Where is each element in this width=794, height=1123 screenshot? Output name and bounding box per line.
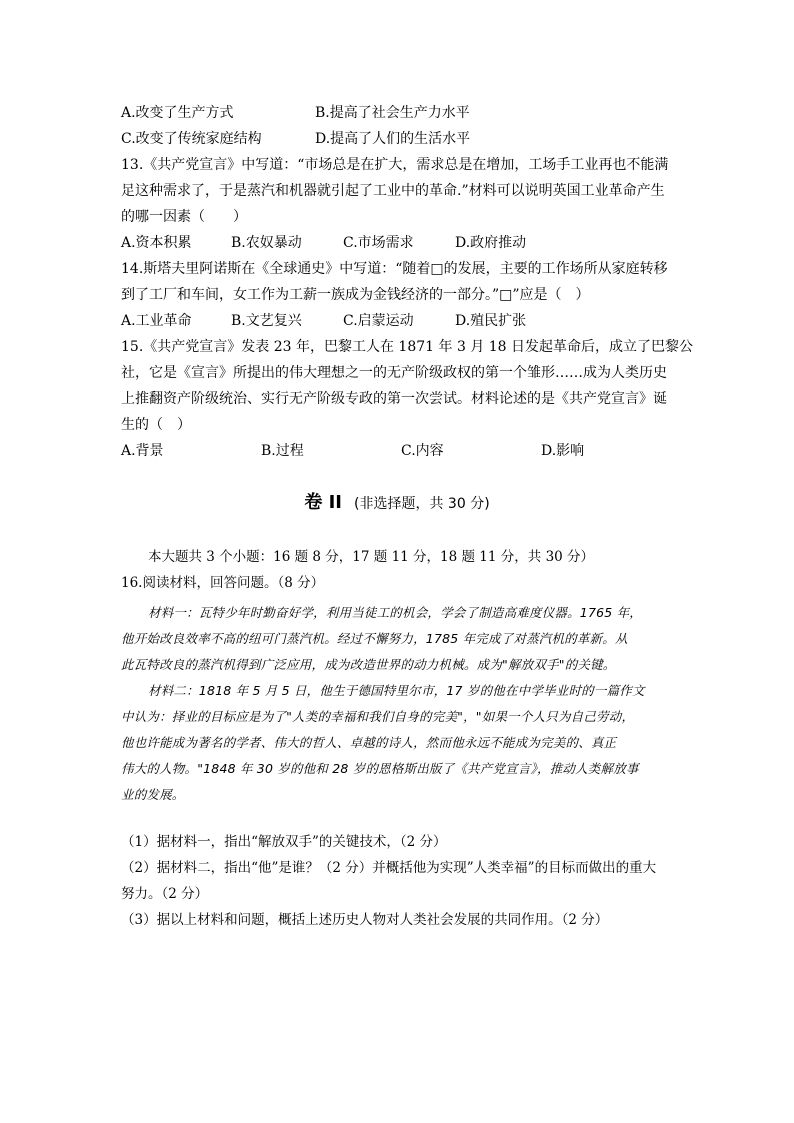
q15-option-a: A.背景 xyxy=(121,443,164,459)
q12-option-b: B.提高了社会生产力水平 xyxy=(315,105,470,121)
q16-material2-line4: 伟大的人物。"1848 年 30 岁的他和 28 岁的恩格斯出版了《共产党宣言》，推动人类解放事 xyxy=(121,761,639,776)
section-title xyxy=(0,488,794,514)
q12-options-row1 xyxy=(121,103,470,123)
q15-option-c: C.内容 xyxy=(401,443,444,459)
q15-line4: 生的（ ） xyxy=(121,417,191,433)
q13-options xyxy=(121,233,526,253)
q16-material2-line3: 他也许能成为著名的学者、伟大的哲人、卓越的诗人，然而他永远不能成为完美的、真正 xyxy=(121,735,617,750)
q16-material1-line2: 他开始改良效率不高的纽可门蒸汽机。经过不懈努力，1785 年完成了对蒸汽机的革新。从 xyxy=(121,631,628,646)
q12-options-row2 xyxy=(121,129,470,149)
q12-option-a: A.改变了生产方式 xyxy=(121,105,234,121)
q12-option-c: C.改变了传统家庭结构 xyxy=(121,131,262,147)
q16-material1-line1: 材料一：瓦特少年时勤奋好学，利用当徒工的机会，学会了制造高难度仪器。1765 年， xyxy=(148,605,642,620)
q15-options xyxy=(121,441,584,461)
q14-options xyxy=(121,311,526,331)
q16-question1: （1）据材料一，指出“解放双手”的关键技术，（2 分） xyxy=(121,834,447,850)
q16-material2-line1: 材料二：1818 年 5 月 5 日，他生于德国特里尔市，17 岁的他在中学毕业时的一篇作文 xyxy=(148,683,645,698)
q13-option-a: A.资本积累 xyxy=(121,235,192,251)
q13-line1: 13.《共产党宣言》中写道：“市场总是在扩大，需求总是在增加，工场手工业再也不能满 xyxy=(121,157,669,173)
q13-option-c: C.市场需求 xyxy=(343,235,414,251)
q16-material2-line2: 中认为：择业的目标应是为了"人类的幸福和我们自身的完美"，"如果一个人只为自己劳动， xyxy=(121,709,635,724)
q16-material1-line3: 此瓦特改良的蒸汽机得到广泛应用，成为改造世界的动力机械。成为"解放双手"的关键。 xyxy=(121,657,616,672)
q13-line2: 足这种需求了，于是蒸汽和机器就引起了工业中的革命.”材料可以说明英国工业革命产生 xyxy=(121,183,665,199)
q16-material2-line5: 业的发展。 xyxy=(121,787,185,802)
q13-option-d: D.政府推动 xyxy=(455,235,527,251)
q15-option-b: B.过程 xyxy=(261,443,304,459)
q15-line3: 上推翻资产阶级统治、实行无产阶级专政的第一次尝试。材料论述的是《共产党宣言》诞 xyxy=(121,391,667,407)
q13-line3: 的哪一因素（ ） xyxy=(121,209,247,225)
q14-option-c: C.启蒙运动 xyxy=(343,313,414,329)
section-title-subtitle: (非选择题，共 30 分) xyxy=(354,496,490,512)
q14-line1: 14.斯塔夫里阿诺斯在《全球通史》中写道：“随着□的发展，主要的工作场所从家庭转移 xyxy=(121,261,668,277)
q14-option-a: A.工业革命 xyxy=(121,313,192,329)
q15-option-d: D.影响 xyxy=(541,443,585,459)
q16-question3: （3）据以上材料和问题，概括上述历史人物对人类社会发展的共同作用。（2 分） xyxy=(121,912,609,928)
q16-heading: 16.阅读材料，回答问题。（8 分） xyxy=(121,575,325,591)
q12-option-d: D.提高了人们的生活水平 xyxy=(315,131,471,147)
q16-question2-line1: （2）据材料二，指出“他”是谁？（2 分）并概括他为实现”人类幸福”的目标而做出的重大 xyxy=(121,860,657,876)
q15-line1: 15.《共产党宣言》发表 23 年，巴黎工人在 1871 年 3 月 18 日发起革命后，成立了巴黎公 xyxy=(121,339,694,355)
q14-line2: 到了工厂和车间，女工作为工薪一族成为金钱经济的一部分。”□”应是（ ） xyxy=(121,287,590,303)
q13-option-b: B.农奴暴动 xyxy=(231,235,302,251)
q14-option-b: B.文艺复兴 xyxy=(231,313,302,329)
q16-question2-line2: 努力。（2 分） xyxy=(121,886,209,902)
section-title-main: 卷 II xyxy=(304,492,343,513)
q14-option-d: D.殖民扩张 xyxy=(455,313,527,329)
q15-line2: 社，它是《宣言》所提出的伟大理想之一的无产阶级政权的第一个雏形……成为人类历史 xyxy=(121,365,667,381)
section-intro: 本大题共 3 个小题：16 题 8 分，17 题 11 分，18 题 11 分，共 30 分） xyxy=(148,549,595,565)
